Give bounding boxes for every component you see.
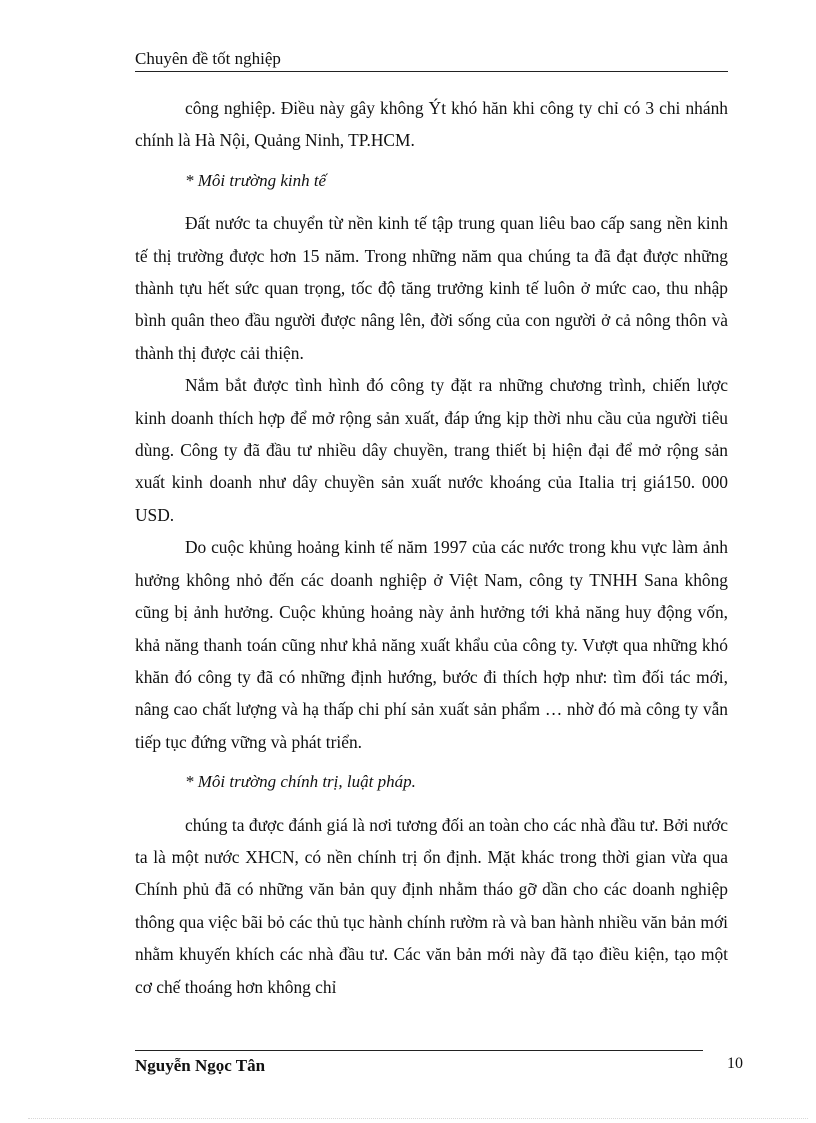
section-heading-political: * Môi trường chính trị, luật pháp. — [185, 772, 416, 792]
paragraph-strategy: Nắm bắt được tình hình đó công ty đặt ra những chương trình, chiến lược kinh doanh thích hợp để mở rộng sản xuất, đáp ứng kịp thời nhu cầu của người tiêu dùng. Công ty đã đầu tư nhiều dây chuyền, trang thiết bị hiện đại để mở rộng sản xuất kinh doanh như dây chuyền sản xuất nước khoáng của Italia trị giá150. 000 USD. — [135, 375, 728, 525]
page-number: 10 — [727, 1055, 743, 1072]
paragraph-crisis: Do cuộc khủng hoảng kinh tế năm 1997 của các nước trong khu vực làm ảnh hưởng không nhỏ đến các doanh nghiệp ở Việt Nam, công ty TNHH Sana không cũng bị ảnh hưởng. Cuộc khủng hoảng này ảnh hưởng tới khả năng huy động vốn, khả năng thanh toán cũng như khả năng xuất khẩu của công ty. Vượt qua những khó khăn đó công ty đã có những định hướng, bước đi thích hợp như: tìm đối tác mới, nâng cao chất lượng và hạ thấp chi phí sản xuất sản phẩm … nhờ đó mà công ty vẫn tiếp tục đứng vững và phát triển. — [135, 537, 728, 752]
header-title: Chuyên đề tốt nghiệp — [135, 49, 281, 68]
footer-divider — [135, 1050, 703, 1051]
page-header — [135, 48, 728, 72]
paragraph-political: chúng ta được đánh giá là nơi tương đối an toàn cho các nhà đầu tư. Bởi nước ta là một nước XHCN, có nền chính trị ổn định. Mặt khác trong thời gian vừa qua Chính phủ đã có những văn bản quy định nhằm tháo gỡ dần cho các doanh nghiệp thông qua việc bãi bỏ các thủ tục hành chính rườm rà và ban hành nhiều văn bản mới nhằm khuyến khích các nhà đầu tư. Các văn bản mới này đã tạo điều kiện, tạo một cơ chế thoáng hơn không chỉ — [135, 814, 728, 997]
footer-author: Nguyễn Ngọc Tân — [135, 1056, 266, 1075]
paragraph-intro: công nghiệp. Điều này gây không Ýt khó hăn khi công ty chỉ có 3 chi nhánh chính là Hà Nội, Quảng Ninh, TP.HCM. — [135, 98, 728, 151]
document-body — [135, 92, 728, 1003]
section-heading-economic: * Môi trường kinh tế — [185, 170, 327, 190]
paragraph-economy: Đất nước ta chuyển từ nền kinh tế tập trung quan liêu bao cấp sang nền kinh tế thị trường được hơn 15 năm. Trong những năm qua chúng ta đã đạt được những thành tựu hết sức quan trọng, tốc độ tăng trưởng kinh tế luôn ở mức cao, thu nhập bình quân theo đầu người được nâng lên, đời sống của con người ở cả nông thôn và thành thị được cải thiện. — [135, 213, 728, 363]
page-bottom-border — [28, 1118, 808, 1119]
